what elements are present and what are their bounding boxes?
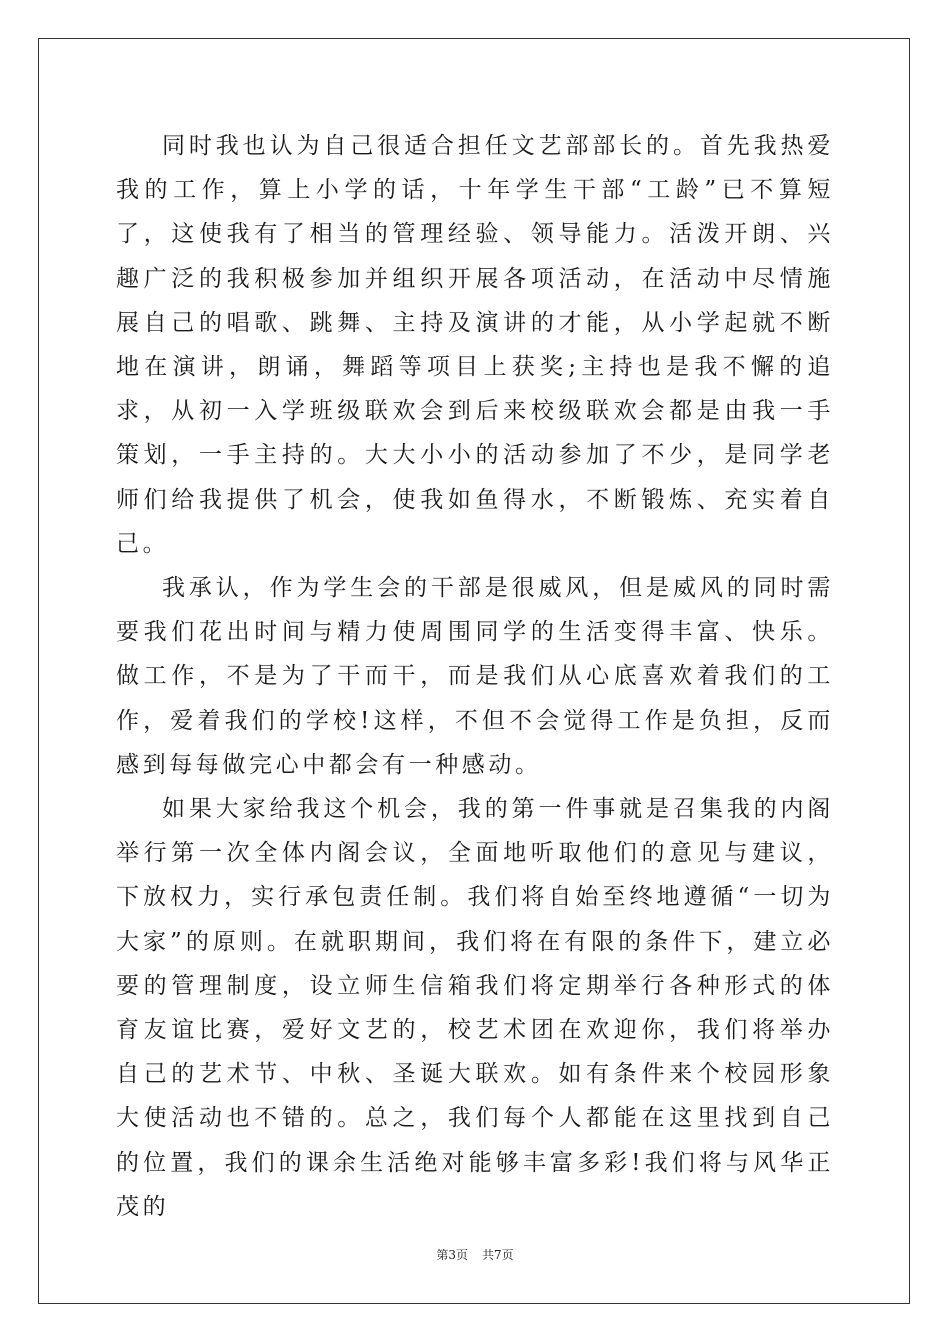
page-footer [0, 1246, 950, 1263]
document-body [116, 124, 834, 1229]
paragraph-3: 如果大家给我这个机会，我的第一件事就是召集我的内阁举行第一次全体内阁会议，全面地听取他们的意见与建议，下放权力，实行承包责任制。我们将自始至终地遵循“一切为大家”的原则。在就职期间，我们将在有限的条件下，建立必要的管理制度，设立师生信箱我们将定期举行各种形式的体育友谊比赛，爱好文艺的，校艺术团在欢迎你，我们将举办自己的艺术节、中秋、圣诞大联欢。如有条件来个校园形象大使活动也不错的。总之，我们每个人都能在这里找到自己的位置，我们的课余生活绝对能够丰富多彩!我们将与风华正茂的 [116, 796, 834, 1220]
page-total: 共7页 [482, 1248, 514, 1262]
paragraph-1: 同时我也认为自己很适合担任文艺部部长的。首先我热爱我的工作，算上小学的话，十年学生干部“工龄”已不算短了，这使我有了相当的管理经验、领导能力。活泼开朗、兴趣广泛的我积极参加并组织开展各项活动，在活动中尽情施展自己的唱歌、跳舞、主持及演讲的才能，从小学起就不断地在演讲，朗诵，舞蹈等项目上获奖;主持也是我不懈的追求，从初一入学班级联欢会到后来校级联欢会都是由我一手策划，一手主持的。大大小小的活动参加了不少，是同学老师们给我提供了机会，使我如鱼得水，不断锻炼、充实着自己。 [116, 133, 834, 557]
page-number: 第3页 [436, 1248, 468, 1262]
paragraph-2: 我承认，作为学生会的干部是很威风，但是威风的同时需要我们花出时间与精力使周围同学的生活变得丰富、快乐。做工作，不是为了干而干，而是我们从心底喜欢着我们的工作，爱着我们的学校!这样，不但不会觉得工作是负担，反而感到每每做完心中都会有一种感动。 [116, 575, 834, 778]
